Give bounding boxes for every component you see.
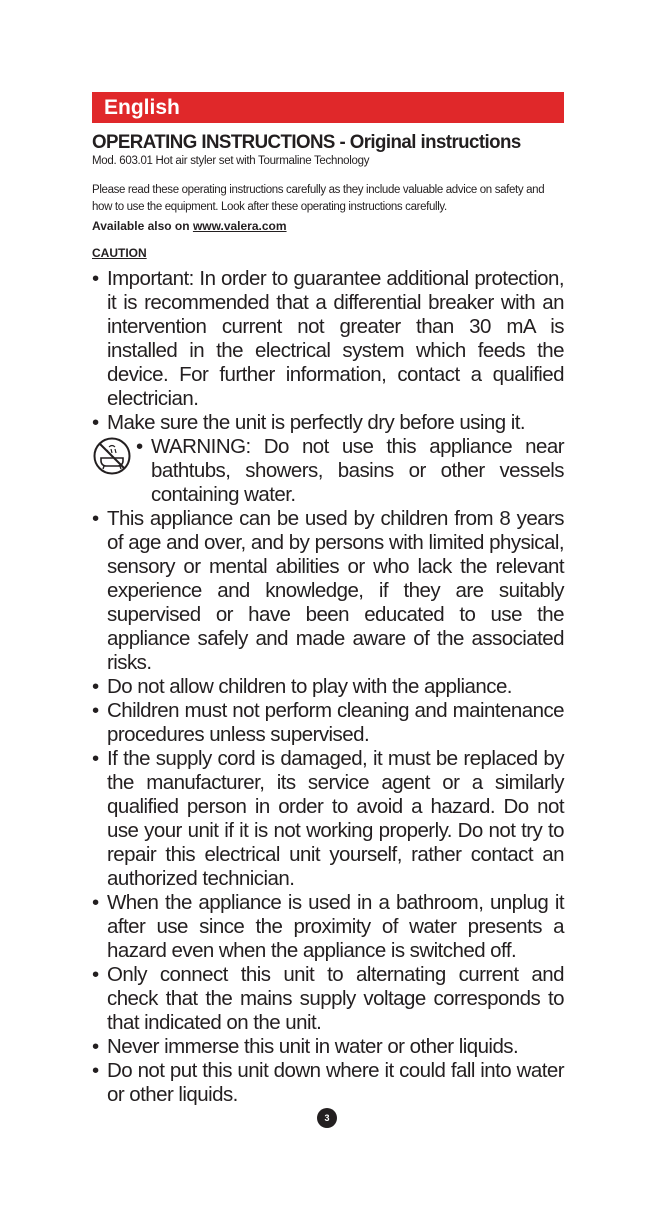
- bullet: •: [92, 963, 99, 986]
- list-item: • Only connect this unit to alternating current and check that the mains supply voltage corresponds to that indicated on the unit.: [92, 963, 564, 1034]
- bullet: •: [92, 267, 99, 290]
- list-item: • This appliance can be used by children from 8 years of age and over, and by persons with limited physical, sensory or mental abilities or who lack the relevant experience and knowledge, if they are suitably supervised or have been educated to use the appliance safely and made aware of the associated risks.: [92, 507, 564, 674]
- list-item: • Do not put this unit down where it could fall into water or other liquids.: [92, 1059, 564, 1106]
- list-item: • Make sure the unit is perfectly dry before using it.: [92, 411, 526, 434]
- list-item: • If the supply cord is damaged, it must be replaced by the manufacturer, its service agent or a similarly qualified person in order to avoid a hazard. Do not use your unit if it is not working properly. Do not try to repair this electrical unit yourself, rather contact an authorized technician.: [92, 747, 564, 890]
- warning-block: [92, 435, 564, 507]
- bullet: •: [92, 1035, 99, 1058]
- language-header: English: [92, 92, 564, 123]
- bullet: •: [92, 1059, 99, 1082]
- availability-line: [92, 218, 564, 234]
- bullet: •: [92, 699, 99, 722]
- list-item: • WARNING: Do not use this appliance near bathtubs, showers, basins or other vessels containing water.: [136, 435, 564, 506]
- no-water-bathtub-icon: [92, 436, 132, 476]
- manual-page: [92, 92, 564, 1107]
- list-item: • Important: In order to guarantee additional protection, it is recommended that a differential breaker with an intervention current not greater than 30 mA is installed in the electrical system which feeds the device. For further information, contact a qualified electrician.: [92, 267, 564, 410]
- bullet: •: [92, 411, 99, 434]
- bullet: •: [92, 675, 99, 698]
- bullet: •: [92, 891, 99, 914]
- intro-paragraph: Please read these operating instructions carefully as they include valuable advice on safety and how to use the equipment. Look after these operating instructions carefully.: [92, 184, 545, 213]
- website-link[interactable]: www.valera.com: [192, 219, 287, 233]
- list-item: • Never immerse this unit in water or other liquids.: [92, 1035, 519, 1058]
- bullet: •: [92, 747, 99, 770]
- safety-list: [92, 267, 564, 1107]
- page-title: OPERATING INSTRUCTIONS - Original instructions: [92, 131, 521, 153]
- page-number: 3: [317, 1108, 337, 1128]
- bullet: •: [92, 507, 99, 530]
- availability-label: Available also on: [92, 219, 190, 233]
- bullet: •: [136, 435, 143, 458]
- caution-heading: CAUTION: [92, 246, 147, 260]
- list-item: • Children must not perform cleaning and maintenance procedures unless supervised.: [92, 699, 564, 746]
- list-item: • Do not allow children to play with the appliance.: [92, 675, 512, 698]
- list-item: • When the appliance is used in a bathroom, unplug it after use since the proximity of water presents a hazard even when the appliance is switched off.: [92, 891, 564, 962]
- model-description: Mod. 603.01 Hot air styler set with Tourmaline Technology: [92, 155, 370, 167]
